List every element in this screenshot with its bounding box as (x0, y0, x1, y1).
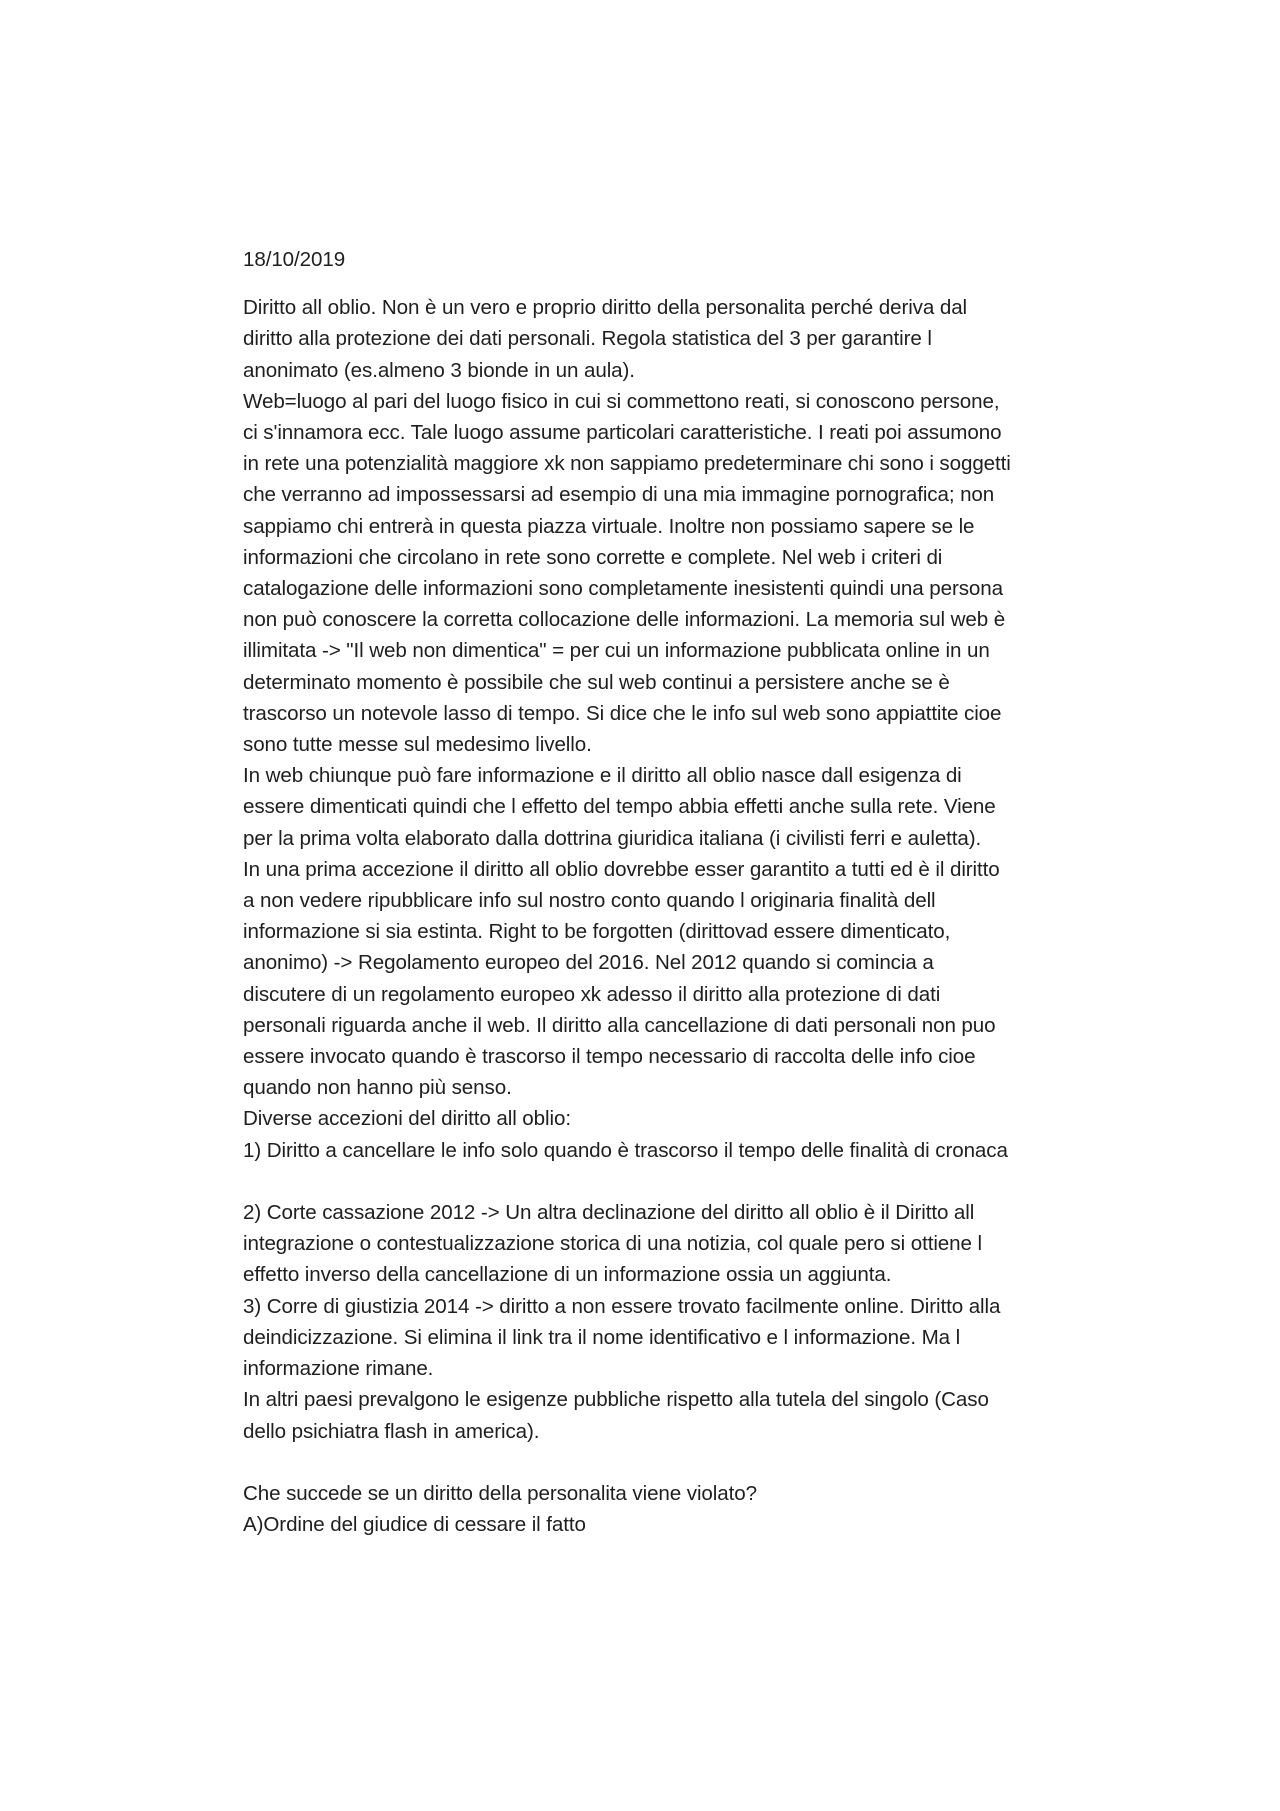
text-line: anonimato (es.almeno 3 bionde in un aula). (243, 358, 635, 382)
text-line: a non vedere ripubblicare info sul nostro conto quando l originaria finalità dell (243, 889, 936, 913)
blank-line (243, 1447, 1073, 1478)
text-line: informazione rimane. (243, 1357, 434, 1381)
text-line: per la prima volta elaborato dalla dottrina giuridica italiana (i civilisti ferri e auletta). (243, 826, 982, 850)
text-line: essere dimenticati quindi che l effetto del tempo abbia effetti anche sulla rete. Viene (243, 795, 996, 819)
text-line: essere invocato quando è trascorso il tempo necessario di raccolta delle info cioe (243, 1045, 976, 1069)
text-line: che verranno ad impossessarsi ad esempio di una mia immagine pornografica; non (243, 483, 995, 507)
text-line: catalogazione delle informazioni sono completamente inesistenti quindi una persona (243, 577, 1003, 601)
text-line: A)Ordine del giudice di cessare il fatto (243, 1513, 586, 1537)
text-line: discutere di un regolamento europeo xk adesso il diritto alla protezione di dati (243, 982, 941, 1006)
text-line: quando non hanno più senso. (243, 1076, 512, 1100)
text-line: non può conoscere la corretta collocazione delle informazioni. La memoria sul web è (243, 608, 1006, 632)
text-line: in rete una potenzialità maggiore xk non sappiamo predeterminare chi sono i soggetti (243, 452, 1011, 476)
text-line: In web chiunque può fare informazione e il diritto all oblio nasce dall esigenza di (243, 764, 962, 788)
document-body (243, 292, 1073, 1540)
text-line: informazioni che circolano in rete sono corrette e complete. Nel web i criteri di (243, 545, 943, 569)
text-line: deindicizzazione. Si elimina il link tra il nome identificativo e l informazione. Ma l (243, 1325, 961, 1349)
text-line: informazione si sia estinta. Right to be forgotten (dirittovad essere dimenticato, (243, 920, 951, 944)
text-line: dello psichiatra flash in america). (243, 1419, 540, 1443)
text-line: effetto inverso della cancellazione di un informazione ossia un aggiunta. (243, 1263, 892, 1287)
text-line: In una prima accezione il diritto all oblio dovrebbe esser garantito a tutti ed è il diritto (243, 857, 1000, 881)
text-line: Web=luogo al pari del luogo fisico in cui si commettono reati, si conoscono persone, (243, 389, 1000, 413)
document-content (243, 244, 1073, 1540)
text-line: Che succede se un diritto della personalita viene violato? (243, 1481, 757, 1505)
text-line: anonimo) -> Regolamento europeo del 2016. Nel 2012 quando si comincia a (243, 951, 934, 975)
text-line: trascorso un notevole lasso di tempo. Si dice che le info sul web sono appiattite cioe (243, 701, 1002, 725)
text-line: sono tutte messe sul medesimo livello. (243, 733, 592, 757)
text-line: illimitata -> "Il web non dimentica" = per cui un informazione pubblicata online in un (243, 639, 990, 663)
text-line: determinato momento è possibile che sul web continui a persistere anche se è (243, 670, 950, 694)
text-line: ci s'innamora ecc. Tale luogo assume particolari caratteristiche. I reati poi assumono (243, 421, 1002, 445)
blank-line (243, 1166, 1073, 1197)
text-line: sappiamo chi entrerà in questa piazza virtuale. Inoltre non possiamo sapere se le (243, 514, 975, 538)
text-line: 1) Diritto a cancellare le info solo quando è trascorso il tempo delle finalità di cronaca (243, 1138, 1008, 1162)
text-line: Diverse accezioni del diritto all oblio: (243, 1107, 571, 1131)
text-line: integrazione o contestualizzazione storica di una notizia, col quale pero si ottiene l (243, 1232, 982, 1256)
text-line: Diritto all oblio. Non è un vero e proprio diritto della personalita perché deriva dal (243, 296, 968, 320)
text-line: In altri paesi prevalgono le esigenze pubbliche rispetto alla tutela del singolo (Caso (243, 1388, 989, 1412)
text-line: 3) Corre di giustizia 2014 -> diritto a non essere trovato facilmente online. Diritto alla (243, 1294, 1001, 1318)
text-line: diritto alla protezione dei dati personali. Regola statistica del 3 per garantire l (243, 327, 932, 351)
document-date: 18/10/2019 (243, 248, 346, 271)
text-line: 2) Corte cassazione 2012 -> Un altra declinazione del diritto all oblio è il Diritto all (243, 1201, 975, 1225)
text-line: personali riguarda anche il web. Il diritto alla cancellazione di dati personali non puo (243, 1013, 996, 1037)
